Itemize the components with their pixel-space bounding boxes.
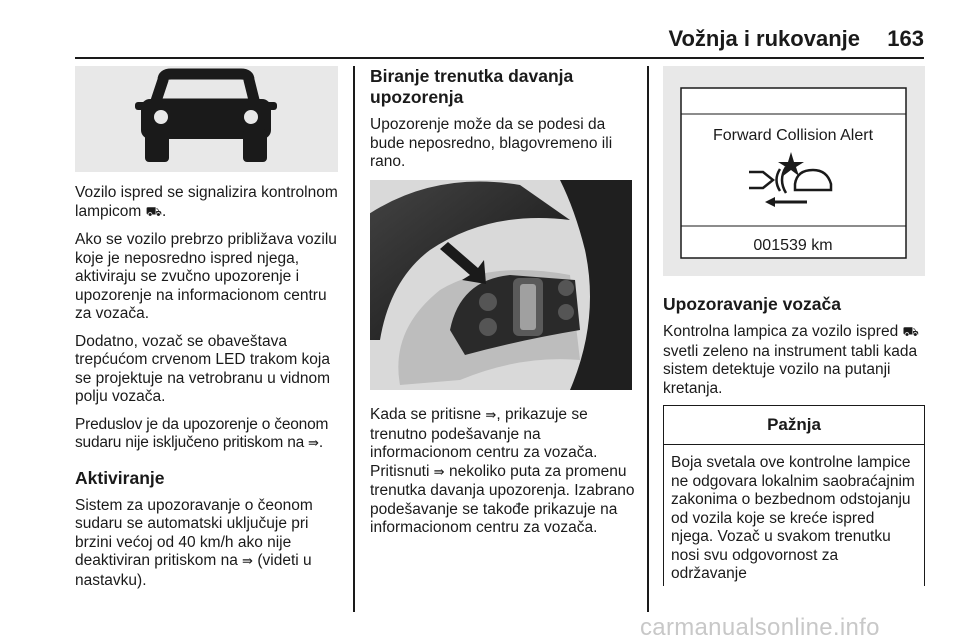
paragraph: Ako se vozilo prebrzo približava vozilu koje je neposredno ispred njega, aktiviraju se zvučno upozorenje i upozorenje na informacionom centru za vozača. — [75, 231, 337, 322]
car-ahead-figure — [75, 66, 338, 172]
display-title: Forward Collision Alert — [712, 127, 874, 144]
display-odometer: 001539 km — [753, 237, 833, 254]
fca-button-icon: ⇛ — [485, 408, 497, 423]
section-heading: Aktiviranje — [75, 467, 165, 488]
section-heading: Upozoravanje vozača — [663, 294, 841, 314]
paragraph: Kada se pritisne ⇛, prikazuje se trenutno podešavanje na informacionom centru za vozača. Pritisnuti ⇛ nekoliko puta za promenu trenutka davanja upozorenja. Izabrano podešavanje se takođe prikazuje na informacionom centru za vozača. — [370, 406, 635, 536]
paragraph: Upozorenje može da se podesi da bude neposredno, blagovremeno ili rano. — [370, 116, 613, 170]
steering-wheel-illustration — [370, 180, 632, 390]
section-heading: Biranje trenutka davanja upozorenja — [370, 66, 574, 107]
page-header — [0, 0, 960, 60]
watermark: carmanualsonline.info — [640, 614, 880, 641]
column-divider-1 — [353, 66, 355, 612]
column-2 — [370, 66, 635, 181]
car-ahead-icon — [75, 66, 338, 172]
paragraph: Preduslov je da upozorenje o čeonom sudaru nije isključeno pritiskom na ⇛. — [75, 415, 329, 451]
paragraph: Kontrolna lampica za vozilo ispred ⛟ svetli zeleno na instrument tabli kada sistem detektuje vozilo na putanji kretanja. — [663, 323, 919, 397]
driver-info-display-figure — [663, 66, 925, 276]
column-3 — [663, 294, 928, 407]
column-divider-2 — [647, 66, 649, 612]
fca-button-icon: ⇛ — [308, 436, 319, 451]
page-number: 163 — [887, 26, 924, 51]
car-ahead-icon: ⛟ — [902, 325, 919, 340]
car-ahead-icon: ⛟ — [145, 204, 162, 220]
fca-button-icon: ⇛ — [242, 554, 254, 569]
caution-text: Boja svetala ove kontrolne lampice ne odgovara lokalnim saobraćajnim zakonima o bezbednom odstojanju od vozila koje se kreće ispred njega. Vozač u svakom trenutku nosi svu odgovornost za održavanje — [671, 454, 915, 582]
caution-box — [663, 405, 925, 586]
caution-title: Pažnja — [664, 406, 924, 445]
paragraph: Vozilo ispred se signalizira kontrolnom lampicom ⛟. — [75, 184, 338, 220]
header-rule — [75, 57, 924, 59]
paragraph: Sistem za upozoravanje o čeonom sudaru se automatski uključuje pri brzini većoj od 40 km/h ako nije deaktiviran pritiskom na ⇛ (videti u nastavku). — [75, 496, 313, 589]
fca-button-icon: ⇛ — [433, 464, 445, 480]
chapter-title: Vožnja i rukovanje — [668, 26, 860, 51]
column-2-lower — [370, 406, 635, 547]
paragraph: Dodatno, vozač se obaveštava trepćućom crvenom LED trakom koja se projektuje na vetrobranu u vidnom polju vozača. — [75, 332, 331, 405]
column-1 — [75, 184, 345, 599]
